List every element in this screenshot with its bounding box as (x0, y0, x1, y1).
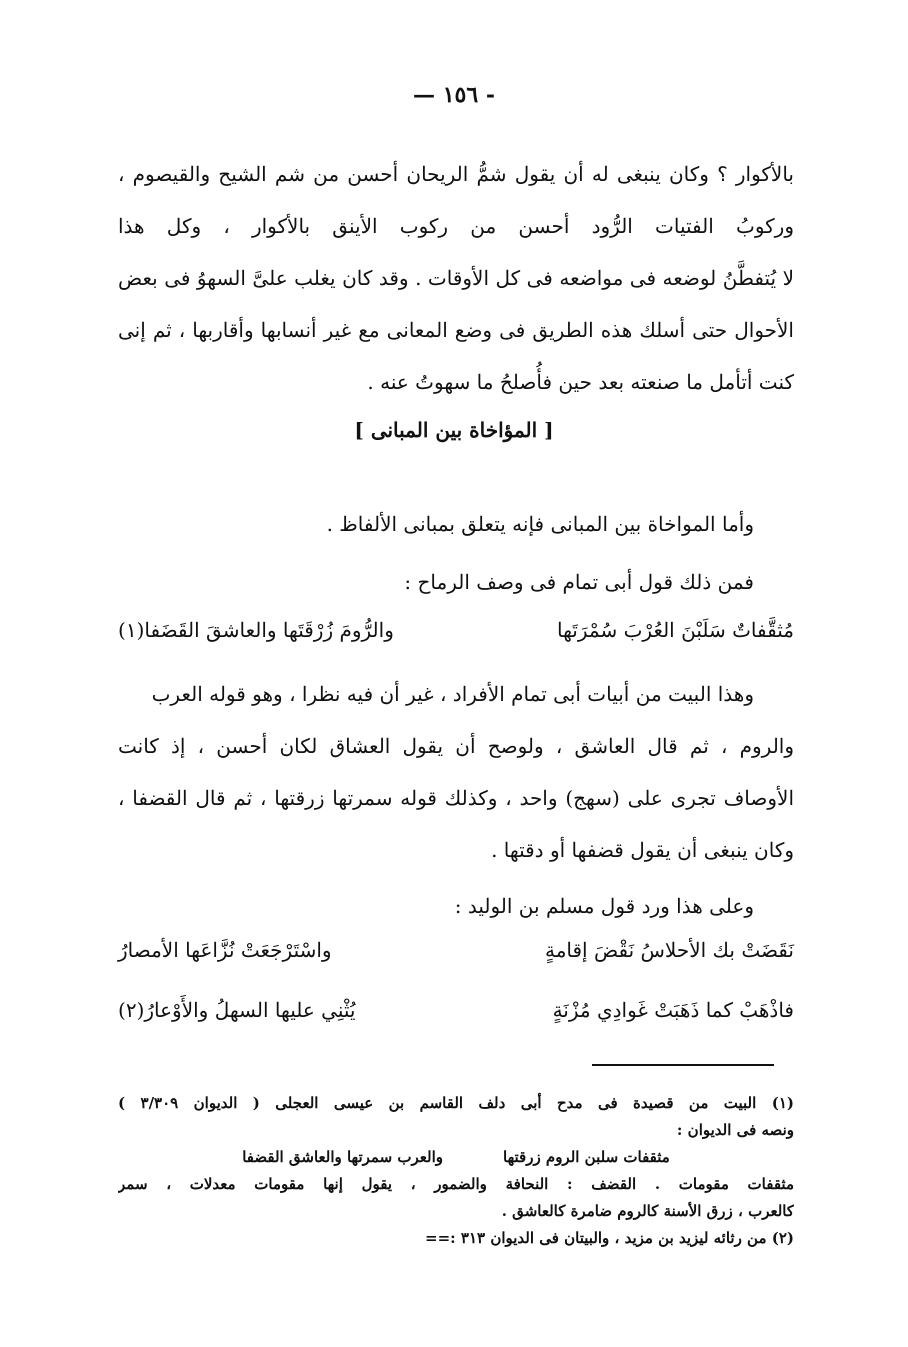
paragraph-line: كنت أتأمل ما صنعته بعد حين فأُصلحُ ما سهوتُ عنه . (367, 370, 794, 394)
footnote-verse-left: والعرب سمرتها والعاشق القضفا (242, 1148, 444, 1166)
paragraph-line: وهذا البيت من أبيات أبى تمام الأفراد ، غير أن فيه نظرا ، وهو قوله العرب (151, 682, 754, 706)
footnote-1-line: كالعرب ، زرق الأسنة كالروم ضامرة كالعاشق . (501, 1202, 794, 1220)
footnote-1-line: (١) البيت من قصيدة فى مدح أبى دلف القاسم بن عيسى العجلى ( الديوان ٣/٣٠٩ ) (118, 1094, 794, 1112)
verse-hemistich-right: نَقَضَتْ بك الأحلاسُ نَقْضَ إقامةٍ (544, 938, 794, 962)
paragraph-line: لا يُتفطَّنُ لوضعه فى مواضعه فى كل الأوقات . وقد كان يغلب علىَّ السهوُ فى بعض (118, 266, 794, 290)
verse-hemistich-left: والرُّومَ زُرْقَتَها والعاشقَ القَضَفا(١) (118, 618, 394, 642)
paragraph-1 (118, 148, 794, 408)
paragraph-line: بالأكوار ؟ وكان ينبغى له أن يقول شمُّ الريحان أحسن من شم الشيح والقيصوم ، (118, 162, 794, 186)
paragraph-5 (118, 880, 794, 932)
verse-abu-tammam (118, 618, 794, 642)
verse-hemistich-left: واسْتَرْجَعَتْ نُزَّاعَها الأمصارُ (118, 938, 332, 962)
footnote-1-line: ونصه فى الديوان : (676, 1121, 794, 1139)
paragraph-4 (118, 668, 794, 876)
page-number: — ١٥٦ - (413, 82, 495, 108)
paragraph-line: وعلى هذا ورد قول مسلم بن الوليد : (454, 894, 754, 918)
paragraph-line: والروم ، ثم قال العاشق ، ولوصح أن يقول العشاق لكان أحسن ، إذ كانت (118, 734, 794, 758)
footnote-1-line: مثقفات مقومات . القضف : النحافة والضمور ، يقول إنها مقومات معدلات ، سمر (118, 1175, 794, 1193)
section-heading: [ المؤاخاة بين المبانى ] (354, 418, 554, 442)
paragraph-2 (118, 498, 794, 550)
paragraph-line: وأما المواخاة بين المبانى فإنه يتعلق بمبانى الألفاظ . (326, 512, 754, 536)
paragraph-line: وكان ينبغى أن يقول قضفها أو دقتها . (491, 838, 794, 862)
verse-muslim-1 (118, 938, 794, 962)
paragraph-line: الأوصاف تجرى على (سهج) واحد ، وكذلك قوله سمرتها زرقتها ، ثم قال القضفا ، (118, 786, 794, 810)
verse-hemistich-right: مُثقَّفاتٌ سَلَبْنَ العُرْبَ سُمْرَتَها (556, 618, 794, 642)
verse-hemistich-right: فاذْهَبْ كما ذَهَبَتْ غَوادِي مُزْنَةٍ (552, 998, 794, 1022)
verse-muslim-2 (118, 998, 794, 1022)
footnote-verse-right: مثقفات سلبن الروم زرقتها (503, 1148, 670, 1166)
paragraph-line: فمن ذلك قول أبى تمام فى وصف الرماح : (404, 570, 754, 594)
paragraph-line: وركوبُ الفتيات الرُّود أحسن من ركوب الأينق بالأكوار ، وكل هذا (118, 214, 794, 238)
footnote-divider (592, 1064, 774, 1066)
paragraph-3 (118, 556, 794, 608)
footnote-2: (٢) من رثائه ليزيد بن مزيد ، والبيتان فى الديوان ٣١٣ :== (425, 1229, 794, 1247)
verse-hemistich-left: يُثْنِي عليها السهلُ والأَوْعارُ(٢) (118, 998, 356, 1022)
footnote-1-verse (118, 1144, 794, 1171)
footnotes (118, 1090, 794, 1252)
paragraph-line: الأحوال حتى أسلك هذه الطريق فى وضع المعانى مع غير أنسابها وأقاربها ، ثم إنى (118, 318, 794, 342)
